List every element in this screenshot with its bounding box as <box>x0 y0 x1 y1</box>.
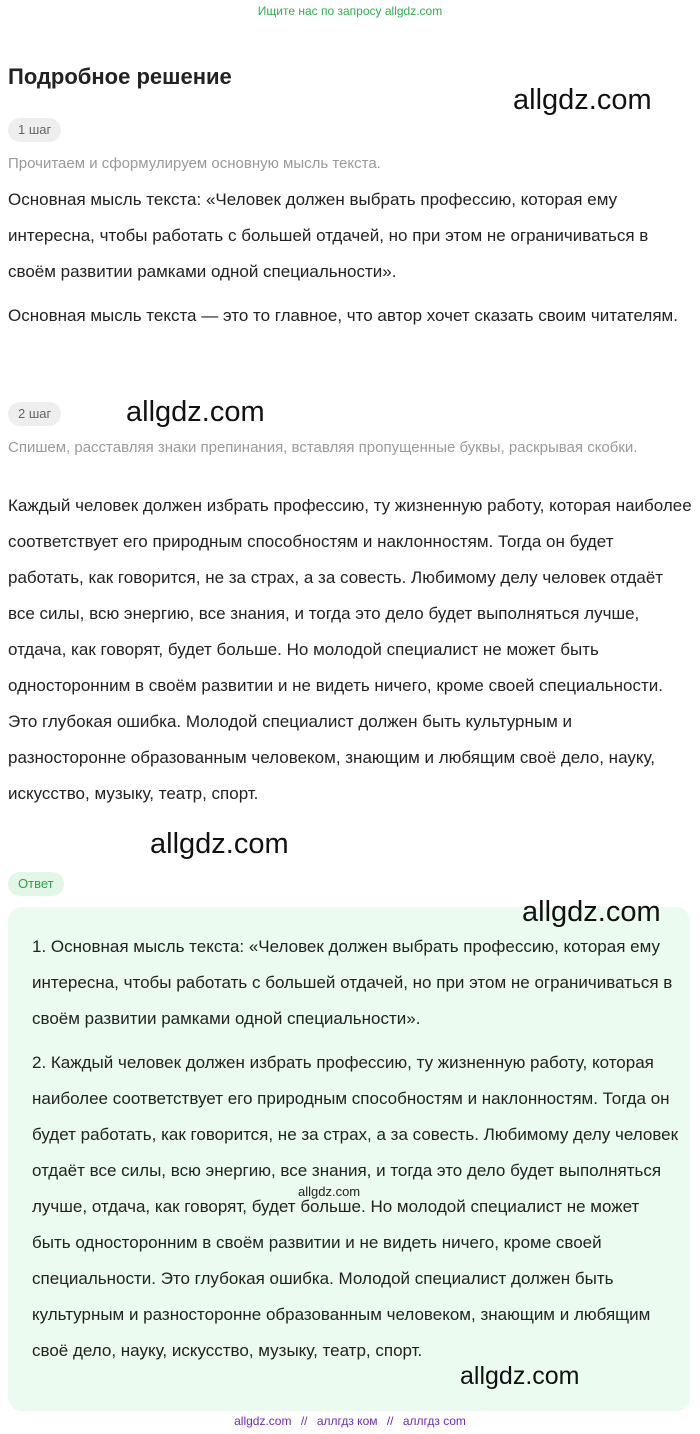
step-1-paragraph-2: Основная мысль текста — это то главное, что автор хочет сказать своим читателям. <box>8 306 678 325</box>
footer-separator: // <box>386 1414 394 1428</box>
watermark: allgdz.com <box>522 896 661 928</box>
watermark: allgdz.com <box>460 1362 580 1390</box>
page-title: Подробное решение <box>8 64 232 89</box>
top-search-note: Ищите нас по запросу allgdz.com <box>257 4 443 18</box>
step-1-badge: 1 шаг <box>8 118 61 142</box>
footer-link[interactable]: allgdz.com <box>234 1414 292 1428</box>
step-2-badge: 2 шаг <box>8 402 61 426</box>
watermark: allgdz.com <box>150 828 289 860</box>
watermark-small: allgdz.com <box>298 1184 361 1199</box>
step-2-hint: Спишем, расставляя знаки препинания, вставляя пропущенные буквы, раскрывая скобки. <box>8 439 638 456</box>
answer-badge: Ответ <box>8 872 64 896</box>
footer-link[interactable]: аллгдз com <box>402 1414 466 1428</box>
step-2-paragraph: Каждый человек должен избрать профессию, ту жизненную работу, которая наиболее соответствует его природным способностям и наклонностям. Тогда он будет работать, как говорится, не за страх, а за совесть. Любимому делу человек отдаёт все силы, всю энергию, все знания, и тогда это дело будет выполняться лучше, отдача, как говорят, будет больше. Но молодой специалист не может быть односторонним в своём развитии и не видеть ничего, кроме своей специальности. Это глубокая ошибка. Молодой специалист должен быть культурным и разносторонне образованным человеком, знающим и любящим своё дело, науку, искусство, музыку, театр, спорт. <box>8 496 692 803</box>
watermark: allgdz.com <box>513 84 652 116</box>
step-1-hint: Прочитаем и сформулируем основную мысль текста. <box>8 155 381 172</box>
answer-box <box>8 907 690 1411</box>
footer-links <box>0 1414 700 1428</box>
footer-link[interactable]: аллгдз ком <box>316 1414 378 1428</box>
answer-paragraph-2: 2. Каждый человек должен избрать профессию, ту жизненную работу, которая наиболее соответствует его природным способностям и наклонностям. Тогда он будет работать, как говорится, не за страх, а за совесть. Любимому делу человек отдаёт все силы, всю энергию, все знания, и тогда это дело будет выполняться лучше, отдача, как говорят, будет больше. Но молодой специалист не может быть односторонним в своём развитии и не видеть ничего, кроме своей специальности. Это глубокая ошибка. Молодой специалист должен быть культурным и разносторонне образованным человеком, знающим и любящим своё дело, науку, искусство, музыку, театр, спорт. <box>32 1053 679 1360</box>
step-1-paragraph-1: Основная мысль текста: «Человек должен выбрать профессию, которая ему интересна, чтобы работать с большей отдачей, но при этом не ограничиваться в своём развитии рамками одной специальности». <box>8 190 649 281</box>
answer-paragraph-1: 1. Основная мысль текста: «Человек должен выбрать профессию, которая ему интересна, чтобы работать с большей отдачей, но при этом не ограничиваться в своём развитии рамками одной специальности». <box>32 937 673 1028</box>
watermark: allgdz.com <box>126 396 265 428</box>
footer-separator: // <box>300 1414 308 1428</box>
